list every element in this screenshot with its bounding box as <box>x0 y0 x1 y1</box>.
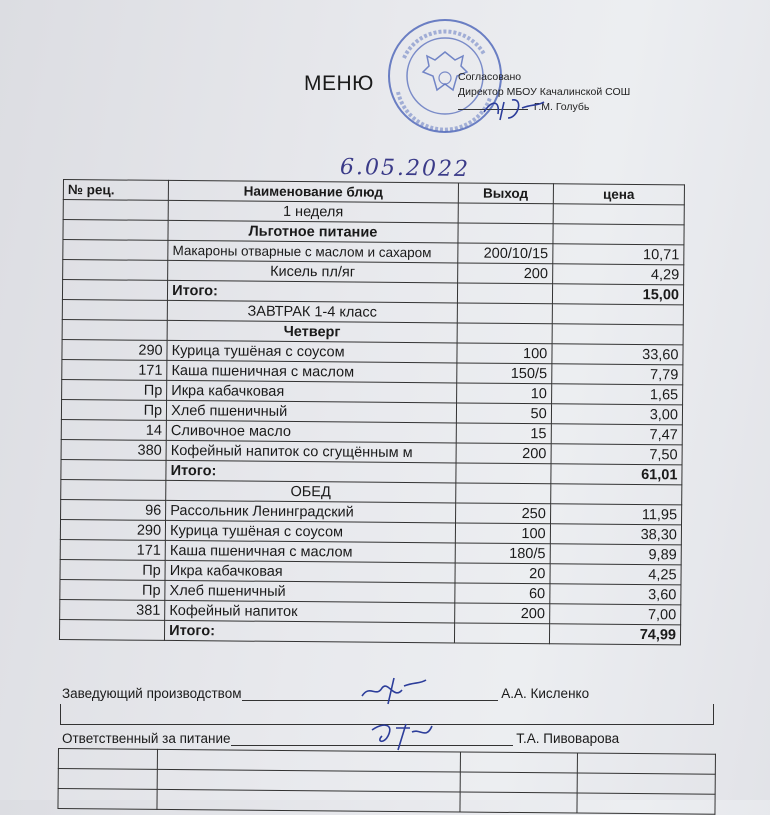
price-cell <box>552 324 683 345</box>
dish-output: 10 <box>456 383 551 404</box>
dish-price: 4,25 <box>550 564 681 585</box>
price-cell <box>552 304 683 325</box>
dish-name: Икра кабачковая <box>167 380 457 403</box>
total-label: Итого: <box>166 460 456 483</box>
recipe-cell <box>62 299 167 320</box>
output-cell <box>457 323 552 344</box>
dish-price: 33,60 <box>552 344 683 365</box>
dish-output: 50 <box>456 403 551 424</box>
column-header-price: цена <box>553 184 684 205</box>
blank-cell <box>577 793 715 814</box>
dish-price: 4,29 <box>552 264 683 285</box>
dish-name: Хлеб пшеничный <box>167 400 457 423</box>
recipe-number: 171 <box>62 359 167 380</box>
dish-price: 7,79 <box>551 364 682 385</box>
dish-name: Сливочное масло <box>166 420 456 443</box>
price-cell <box>550 484 681 505</box>
recipe-cell <box>62 280 167 301</box>
dish-price: 11,95 <box>550 504 681 525</box>
output-cell <box>454 623 549 644</box>
dish-name: Кофейный напиток <box>165 600 455 623</box>
dish-output: 60 <box>454 583 549 604</box>
total-label: Итого: <box>168 280 458 303</box>
output-cell <box>458 203 553 224</box>
recipe-number: Пр <box>60 579 165 600</box>
blank-cell <box>460 752 577 773</box>
recipe-number <box>63 240 168 261</box>
recipe-cell <box>61 459 166 480</box>
blank-cell <box>577 773 715 794</box>
menu-table <box>59 179 685 645</box>
output-cell <box>455 463 550 484</box>
total-price: 61,01 <box>551 464 682 485</box>
section-label: ОБЕД <box>166 480 456 503</box>
section-label: 1 неделя <box>168 200 458 223</box>
blank-cell <box>58 749 157 770</box>
production-signoff <box>62 686 589 701</box>
dish-price: 3,00 <box>551 404 682 425</box>
price-cell <box>553 224 684 245</box>
recipe-cell <box>62 319 167 340</box>
dish-name: Курица тушёная с соусом <box>166 520 456 543</box>
column-header-output: Выход <box>458 183 553 204</box>
price-cell <box>553 204 684 225</box>
recipe-number: 380 <box>61 439 166 460</box>
blank-cell <box>58 769 157 790</box>
blank-grid <box>57 748 716 815</box>
section-label: ЗАВТРАК 1-4 класс <box>167 300 457 323</box>
blank-cell <box>157 769 460 792</box>
blank-cell <box>460 792 577 813</box>
dish-output: 200 <box>456 443 551 464</box>
dish-output: 100 <box>455 523 550 544</box>
dish-name: Кофейный напиток со сгущённым м <box>166 440 456 463</box>
dish-price: 7,47 <box>551 424 682 445</box>
responsible-signature <box>366 718 436 754</box>
dish-output: 180/5 <box>455 543 550 564</box>
recipe-number: 290 <box>62 339 167 360</box>
column-header-dish: Наименование блюд <box>168 180 458 203</box>
blank-cell <box>157 789 460 812</box>
recipe-cell <box>59 619 164 640</box>
recipe-cell <box>63 220 168 241</box>
section-label: Льготное питание <box>168 220 458 243</box>
menu-table-body <box>59 200 684 645</box>
dish-name: Кисель пл/яг <box>168 260 458 283</box>
menu-date: 6.05.2022 <box>339 154 471 183</box>
dish-name: Икра кабачковая <box>165 560 455 583</box>
dish-name: Макароны отварные с маслом и сахаром <box>168 240 458 263</box>
dish-name: Каша пшеничная с маслом <box>165 540 455 563</box>
approval-name: Г.М. Голубь <box>533 101 590 113</box>
output-cell <box>455 483 550 504</box>
output-cell <box>457 303 552 324</box>
blank-cell <box>157 749 460 772</box>
dish-name: Хлеб пшеничный <box>165 580 455 603</box>
section-label: Четверг <box>167 320 457 343</box>
director-signature <box>478 94 548 124</box>
dish-price: 1,65 <box>551 384 682 405</box>
recipe-number: 381 <box>60 599 165 620</box>
dish-price: 7,50 <box>551 444 682 465</box>
dish-price: 9,89 <box>550 544 681 565</box>
dish-name: Каша пшеничная с маслом <box>167 360 457 383</box>
dish-price: 7,00 <box>549 604 680 625</box>
page-title: МЕНЮ <box>304 72 374 95</box>
approval-label: Согласовано <box>458 71 522 83</box>
dish-output: 250 <box>455 503 550 524</box>
recipe-number: 290 <box>60 519 165 540</box>
dish-output: 100 <box>457 343 552 364</box>
production-label: Заведующий производством <box>62 686 242 701</box>
recipe-number <box>63 260 168 281</box>
responsible-name: Т.А. Пивоварова <box>516 731 620 746</box>
blank-cell <box>460 772 577 793</box>
dish-output: 200/10/15 <box>457 243 552 264</box>
dish-name: Рассольник Ленинградский <box>166 500 456 523</box>
recipe-cell <box>63 200 168 221</box>
dish-output: 150/5 <box>456 363 551 384</box>
column-header-recipe: № рец. <box>63 180 168 201</box>
dish-output: 200 <box>454 603 549 624</box>
approval-position: Директор МБОУ Качалинской СОШ <box>458 86 631 98</box>
dish-output: 15 <box>456 423 551 444</box>
blank-cell <box>577 753 715 774</box>
dish-name: Курица тушёная с соусом <box>167 340 457 363</box>
output-cell <box>458 223 553 244</box>
production-signature <box>358 674 428 708</box>
total-price: 74,99 <box>549 624 680 645</box>
dish-output: 20 <box>455 563 550 584</box>
recipe-number: Пр <box>61 399 166 420</box>
recipe-number: Пр <box>60 559 165 580</box>
output-cell <box>457 283 552 304</box>
dish-output: 200 <box>457 263 552 284</box>
dish-price: 10,71 <box>553 244 684 265</box>
total-row <box>59 619 680 644</box>
recipe-number: 96 <box>61 499 166 520</box>
recipe-cell <box>61 479 166 500</box>
total-price: 15,00 <box>552 284 683 305</box>
blank-cell <box>58 789 157 810</box>
recipe-number: Пр <box>62 379 167 400</box>
responsible-signoff <box>62 731 619 746</box>
responsible-label: Ответственный за питание <box>62 731 231 746</box>
recipe-number: 171 <box>60 539 165 560</box>
production-name: А.А. Кисленко <box>501 686 590 701</box>
dish-price: 38,30 <box>550 524 681 545</box>
dish-price: 3,60 <box>550 584 681 605</box>
total-label: Итого: <box>165 620 455 643</box>
recipe-number: 14 <box>61 419 166 440</box>
